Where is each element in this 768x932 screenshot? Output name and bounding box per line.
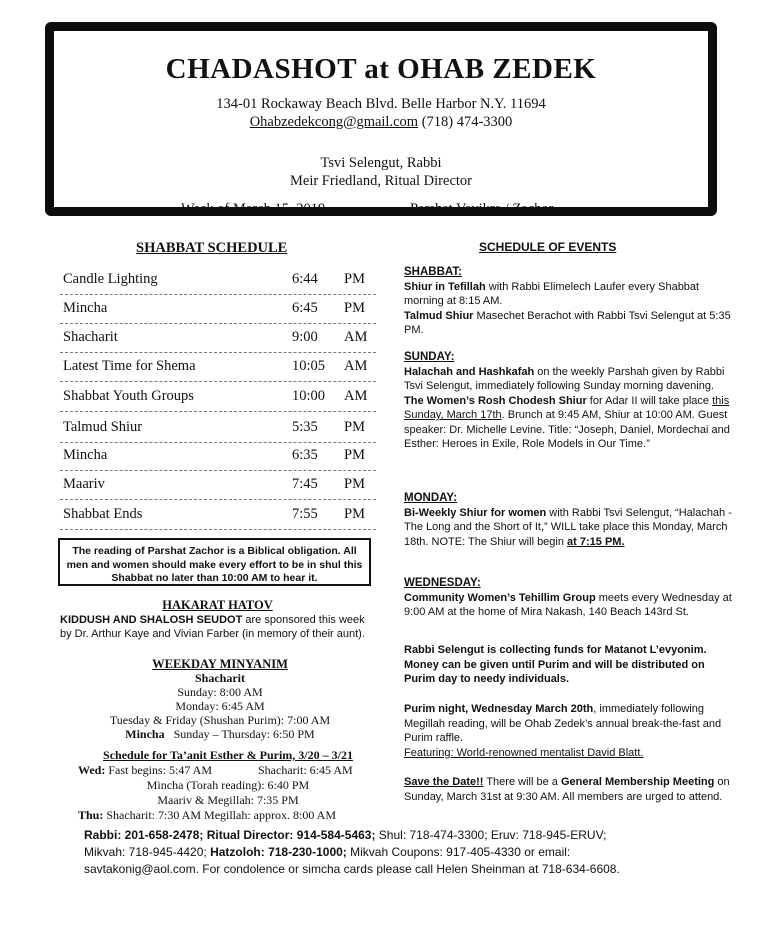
shiur-tefillah: Shiur in Tefillah xyxy=(404,280,486,293)
weekday-subtitle: Shacharit xyxy=(194,671,245,685)
shiur-tefillah-text: with Rabbi Elimelech Laufer every Shabbat morning at 8:15 AM. xyxy=(404,280,700,307)
footer-rabbi: Rabbi: 201-658-2478; Ritual Director: 914-584-5463; xyxy=(84,828,376,842)
wed-fast: Fast begins: 5:47 AM xyxy=(105,763,213,777)
schedule-row xyxy=(60,323,376,353)
schedule-item-ampm: PM xyxy=(344,300,365,316)
schedule-row xyxy=(60,294,376,324)
schedule-item-time: 10:05 xyxy=(292,358,326,374)
footer-contacts xyxy=(84,827,724,878)
biweekly-text: with Rabbi Tsvi Selengut, “Halachah - The Long and the Short of It,” WILL take place this Monday, March 18th. NOTE: The Shiur will begin xyxy=(404,506,732,548)
events-title: SCHEDULE OF EVENTS xyxy=(479,240,617,254)
wed-label: Wed: xyxy=(78,763,106,777)
zachor-notice: The reading of Parshat Zachor is a Biblical obligation. All men and women should make every effort to be in shul this Shabbat no later than 10:00 AM to hear it. xyxy=(58,538,371,586)
save-the-date xyxy=(404,775,734,804)
schedule-item-time: 6:45 xyxy=(292,300,318,316)
schedule-item-name: Shacharit xyxy=(63,329,118,345)
schedule-item-time: 10:00 xyxy=(292,388,326,404)
tehillim-group: Community Women’s Tehillim Group xyxy=(404,591,596,604)
weekday-monday: Monday: 6:45 AM xyxy=(175,699,265,713)
ritual-director: Meir Friedland, Ritual Director xyxy=(289,173,472,189)
events-wednesday xyxy=(404,576,734,620)
shabbat-schedule-title: SHABBAT SCHEDULE xyxy=(136,240,288,256)
schedule-item-name: Shabbat Ends xyxy=(63,506,143,522)
thu-label: Thu: xyxy=(78,808,104,822)
weekday-sunday: Sunday: 8:00 AM xyxy=(177,685,263,699)
thu-text: Shacharit: 7:30 AM Megillah: approx. 8:00 AM xyxy=(103,808,337,822)
schedule-item-time: 7:55 xyxy=(292,506,318,522)
footer-mikvah: Mikvah: 718-945-4420; xyxy=(84,845,211,859)
taanit-mincha: Mincha (Torah reading): 6:40 PM xyxy=(146,778,310,792)
rosh-chodesh-date: this Sunday, March 17th xyxy=(404,394,730,421)
week-of: Week of March 15, 2019 xyxy=(181,201,326,217)
footer-condolence: savtakonig@aol.com. For condolence or simcha cards please call Helen Sheinman at 718-634-6608. xyxy=(84,862,620,876)
rosh-chodesh-text-b: . Brunch at 9:45 AM, Shiur at 10:00 AM. Guest speaker: Dr. Michelle Levine. Title: “Joseph, Daniel, Mordechai and Esther: Heroes in Exile, Role Models in Our Time.” xyxy=(404,409,730,450)
address: 134-01 Rockaway Beach Blvd. Belle Harbor N.Y. 11694 xyxy=(216,96,546,112)
schedule-item-time: 9:00 xyxy=(292,329,318,345)
sunday-heading: SUNDAY: xyxy=(404,351,455,363)
parsha: Parshat Vayikra / Zachor xyxy=(410,201,554,217)
schedule-item-name: Maariv xyxy=(63,476,105,492)
taanit-maariv: Maariv & Megillah: 7:35 PM xyxy=(157,793,299,807)
weekday-tuesday-friday: Tuesday & Friday (Shushan Purim): 7:00 AM xyxy=(109,713,331,727)
schedule-row xyxy=(60,352,376,382)
purim-night xyxy=(404,702,734,760)
taanit-section xyxy=(78,748,378,823)
weekday-mincha xyxy=(70,727,370,741)
halachah-text: on the weekly Parshah given by Rabbi Tsvi Selengut, immediately following Sunday morning davening. xyxy=(404,365,725,392)
biweekly-time: at 7:15 PM. xyxy=(567,535,625,548)
schedule-item-ampm: AM xyxy=(344,388,368,404)
footer-coupons: Mikvah Coupons: 917-405-4330 or email: xyxy=(346,845,571,859)
schedule-item-ampm: PM xyxy=(344,271,365,287)
mincha-label: Mincha xyxy=(125,727,165,741)
hakarat-hatov-section xyxy=(60,598,375,642)
hakarat-sponsor-bold: KIDDUSH AND SHALOSH SEUDOT xyxy=(60,613,243,626)
schedule-item-time: 7:45 xyxy=(292,476,318,492)
newsletter-title: CHADASHOT at OHAB ZEDEK xyxy=(165,53,597,85)
rosh-chodesh-shiur: The Women’s Rosh Chodesh Shiur xyxy=(404,394,587,407)
schedule-row xyxy=(60,382,376,412)
purim-night-text: , immediately following Megillah reading, will be Ohab Zedek’s annual break-the-fast and Purim raffle. xyxy=(404,703,722,744)
talmud-shiur: Talmud Shiur xyxy=(404,309,474,322)
schedule-item-name: Shabbat Youth Groups xyxy=(63,388,194,404)
schedule-item-ampm: AM xyxy=(344,329,368,345)
schedule-item-name: Mincha xyxy=(63,447,108,463)
taanit-wed xyxy=(78,763,378,778)
schedule-item-name: Talmud Shiur xyxy=(63,419,143,435)
matanot-notice: Rabbi Selengut is collecting funds for Matanot L’evyonim. Money can be given until Purim and will be distributed on Purim day to needy individuals. xyxy=(404,644,707,685)
schedule-item-ampm: PM xyxy=(344,419,365,435)
monday-heading: MONDAY: xyxy=(404,492,458,504)
schedule-item-ampm: AM xyxy=(344,358,368,374)
schedule-item-time: 6:35 xyxy=(292,447,318,463)
footer-hatzoloh: Hatzoloh: 718-230-1000; xyxy=(210,845,347,859)
general-membership: General Membership Meeting xyxy=(560,776,715,788)
shabbat-heading: SHABBAT: xyxy=(404,266,462,278)
purim-featuring: Featuring: World-renowned mentalist David Blatt. xyxy=(404,746,644,759)
mincha-text: Sunday – Thursday: 6:50 PM xyxy=(173,727,315,741)
rabbi-name: Tsvi Selengut, Rabbi xyxy=(320,155,442,171)
phone: (718) 474-3300 xyxy=(418,114,513,130)
schedule-item-name: Mincha xyxy=(63,300,108,316)
schedule-row xyxy=(60,265,376,295)
save-text-b: on Sunday, March 31st at 9:30 AM. All members are urged to attend. xyxy=(404,776,730,803)
weekday-minyanim-section xyxy=(70,657,370,741)
header-box xyxy=(45,22,717,216)
schedule-row xyxy=(60,500,376,530)
schedule-item-ampm: PM xyxy=(344,506,365,522)
email-link[interactable]: Ohabzedekcong@gmail.com xyxy=(249,114,419,130)
halachah-hashkafah: Halachah and Hashkafah xyxy=(404,365,535,378)
schedule-item-time: 6:44 xyxy=(292,271,318,287)
schedule-row xyxy=(60,413,376,443)
talmud-shiur-text: Masechet Berachot with Rabbi Tsvi Selengut at 5:35 PM. xyxy=(404,309,731,336)
save-the-date-label: Save the Date!! xyxy=(404,776,484,788)
save-text-a: There will be a xyxy=(483,776,561,788)
footer-shul: Shul: 718-474-3300; Eruv: 718-945-ERUV; xyxy=(375,828,607,842)
schedule-row xyxy=(60,441,376,471)
hakarat-hatov-title: HAKARAT HATOV xyxy=(162,598,273,612)
schedule-item-ampm: PM xyxy=(344,476,365,492)
wed-shacharit: Shacharit: 6:45 AM xyxy=(258,763,353,777)
biweekly-shiur: Bi-Weekly Shiur for women xyxy=(404,506,547,519)
tehillim-text: meets every Wednesday at 9:00 AM at the home of Mira Nakash, 140 Beach 143rd St. xyxy=(404,591,732,618)
hakarat-sponsor-text: are sponsored this week by Dr. Arthur Kaye and Vivian Farber (in memory of their aunt). xyxy=(60,613,365,640)
schedule-item-name: Latest Time for Shema xyxy=(63,358,196,374)
events-shabbat xyxy=(404,265,734,338)
rosh-chodesh-text-a: for Adar II will take place xyxy=(586,394,713,407)
contact-line xyxy=(54,114,708,131)
purim-night-title: Purim night, Wednesday March 20th xyxy=(404,703,594,715)
weekday-title: WEEKDAY MINYANIM xyxy=(152,657,288,671)
schedule-item-ampm: PM xyxy=(344,447,365,463)
schedule-item-name: Candle Lighting xyxy=(63,271,158,287)
schedule-row xyxy=(60,470,376,500)
wednesday-heading: WEDNESDAY: xyxy=(404,577,481,589)
taanit-title: Schedule for Ta’anit Esther & Purim, 3/20 – 3/21 xyxy=(103,748,353,762)
events-sunday xyxy=(404,350,734,452)
schedule-item-time: 5:35 xyxy=(292,419,318,435)
events-monday xyxy=(404,491,734,549)
